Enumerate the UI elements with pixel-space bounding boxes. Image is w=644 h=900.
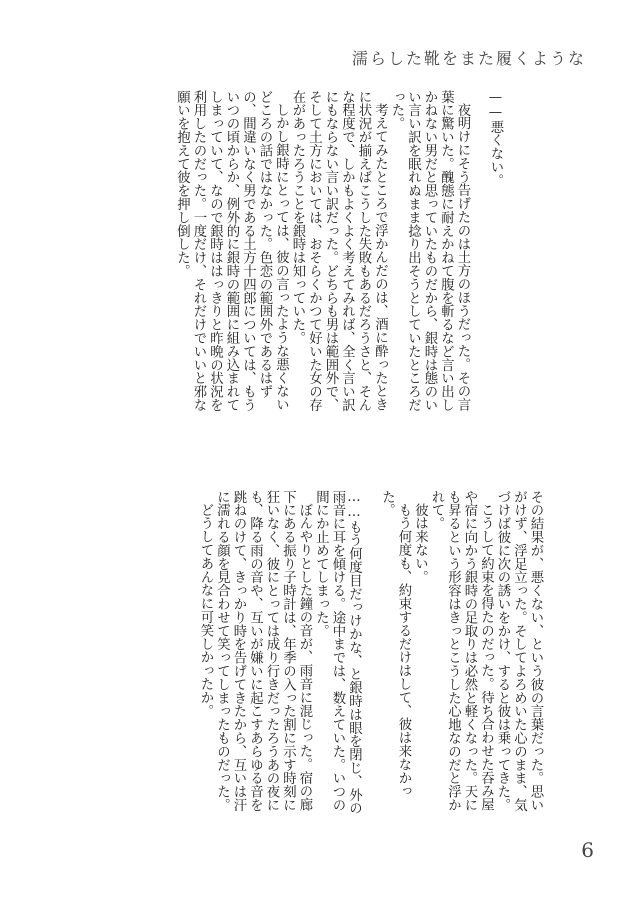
paragraph: 彼は来ない。 [412,503,428,584]
paragraph: どうしてあんなに可笑しかったか。 [198,503,213,718]
paragraph: ……もう何度目だっけかな、と銀時は眼を閉じ、外の雨音に耳を傾ける。途中までは、数えていた。いつの間にか止めてしまった。 [313,490,362,815]
lower-text-column [100,490,555,820]
paragraph: しかし銀時にとっては、彼の言ったような悪くないどころの話ではなかった。色恋の範囲外であるはずの、間違いなく男である土方十四郎については、もういつの頃からか、例外的に銀時の範囲に組み込まれてしまっていて、なので銀時ははっきりと昨晩の状況を利用したのだった。一度だけ、それだけでいいと邪な願いを抱えて彼を押し倒した。 [174,90,289,412]
lower-text-body [197,490,556,820]
upper-text-body [173,90,555,420]
blank-line [362,490,379,820]
paragraph: 考えてみたところで浮かんだのは、酒に酔ったときに状況が揃えばこうした失敗もあるだろうさと、そんな程度で、しかもよくよく考えてみれば、全く言い訳にもならない言い訳だった。どちらも男は範囲外で、そして土方においては、おそらくかつて好いた女の存在があったろうことを銀時は知っていた。 [290,90,388,412]
running-head-title: 濡らした靴をまた履くような [351,49,586,68]
page-number: 6 [581,838,594,862]
paragraph: ぼんやりとした鐘の音が、雨音に混じった。宿の廊下にある振り子時計は、年季の入った割に示す時刻に狂いなく、彼にとっては成り行きだったろうあの夜にも、降る雨の音や、互いが嫌いに起こすあらゆる音を跳ねのけて、きっかり時を告げてきたから、互いは汗に濡れる顔を見合わせて笑ってしまったものだった。 [214,490,312,812]
upper-text-column [100,90,555,420]
paragraph: もう何度も、約束するだけはして、彼は来なかった。 [379,490,411,799]
paragraph: その結果が、悪くない、という彼の言葉だった。思いがけず、浮足立った。そしてよろめいた心のまま、気づけば彼に次の誘いをかけ、すると彼は乗ってきた。 [495,490,543,812]
paragraph: 夜明けにそう告げたのは土方のほうだった。その言葉に驚いた。醜態に耐えかねて腹を斬るなど言い出しかねない男だと思っていたものだから、銀時は態のいい言い訳を眠れぬまま捻り出そうとしていたところだった。 [389,90,470,412]
paragraph: ——悪くない。 [488,90,503,187]
paragraph: こうして約束を得たのだった。待ち合わせた吞み屋や宿に向かう銀時の足取りは必然と軽くなった。天にも昇るという形容はきっとこうした心地なのだと浮かれて。 [429,490,494,812]
blank-line [470,90,487,420]
